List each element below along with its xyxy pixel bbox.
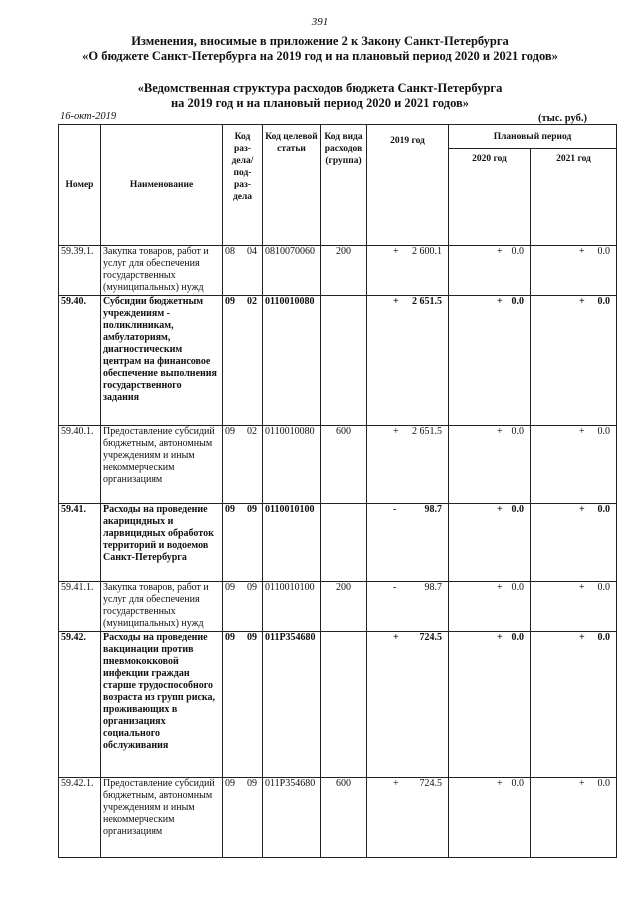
row-vid <box>321 632 367 778</box>
row-2019 <box>367 632 449 778</box>
row-2020 <box>449 632 531 778</box>
amount: 0.0 <box>597 246 610 257</box>
amount: 0.0 <box>597 778 610 789</box>
table-row <box>59 632 617 778</box>
row-razdel <box>223 426 263 504</box>
row-2020 <box>449 296 531 426</box>
document-title <box>0 34 640 64</box>
header-razdel: Код раз- дела/ под- раз- дела <box>223 125 263 246</box>
row-2019 <box>367 778 449 858</box>
row-number: 59.41. <box>59 504 101 582</box>
row-number: 59.39.1. <box>59 246 101 296</box>
sign: + <box>579 246 585 257</box>
sign: + <box>393 296 399 307</box>
amount: 2 651.5 <box>412 296 442 307</box>
row-vid: 600 <box>321 426 367 504</box>
budget-table <box>58 124 617 858</box>
sign: + <box>579 778 585 789</box>
razdel-code: 09 <box>225 504 235 515</box>
row-number: 59.42. <box>59 632 101 778</box>
row-name: Расходы на проведение акарицидных и ларвицидных обработок территорий и водоемов Санкт-Петербурга <box>101 504 223 582</box>
row-razdel <box>223 246 263 296</box>
razdel-code: 08 <box>225 246 235 257</box>
amount: 0.0 <box>511 296 524 307</box>
header-article: Код целевой статьи <box>263 125 321 246</box>
sign: - <box>393 582 397 593</box>
document-subtitle <box>0 81 640 111</box>
podrazdel-code: 04 <box>247 246 257 257</box>
header-row-1 <box>59 125 617 149</box>
row-2021 <box>531 246 617 296</box>
row-article: 011P354680 <box>263 778 321 858</box>
header-2021: 2021 год <box>531 149 617 246</box>
row-article: 0110010100 <box>263 582 321 632</box>
header-vid: Код вида расходов (группа) <box>321 125 367 246</box>
row-article: 0110010080 <box>263 426 321 504</box>
row-article: 0810070060 <box>263 246 321 296</box>
row-name: Субсидии бюджетным учреждениям - поликлиникам, амбулаториям, диагностическим центрам на финансовое обеспечение выполнения государственного задания <box>101 296 223 426</box>
row-number: 59.40. <box>59 296 101 426</box>
units-label: (тыс. руб.) <box>538 113 587 124</box>
row-2020 <box>449 246 531 296</box>
razdel-code: 09 <box>225 778 235 789</box>
row-number: 59.41.1. <box>59 582 101 632</box>
row-2021 <box>531 426 617 504</box>
row-2019 <box>367 582 449 632</box>
amount: 2 651.5 <box>412 426 442 437</box>
sign: + <box>497 426 503 437</box>
row-name: Предоставление субсидий бюджетным, автономным учреждениям и иным некоммерческим организациям <box>101 778 223 858</box>
podrazdel-code: 09 <box>247 778 257 789</box>
sign: + <box>579 426 585 437</box>
table-row <box>59 426 617 504</box>
razdel-code: 09 <box>225 632 235 643</box>
sign: + <box>579 582 585 593</box>
table-row <box>59 296 617 426</box>
document-date: 16-окт-2019 <box>60 111 117 122</box>
page-number: 391 <box>311 16 329 28</box>
amount: 0.0 <box>511 582 524 593</box>
row-name: Закупка товаров, работ и услуг для обеспечения государственных (муниципальных) нужд <box>101 246 223 296</box>
row-2021 <box>531 504 617 582</box>
sign: + <box>579 632 585 643</box>
sign: + <box>393 632 399 643</box>
header-2019: 2019 год <box>367 125 449 246</box>
sign: + <box>497 296 503 307</box>
row-vid <box>321 504 367 582</box>
row-article: 0110010080 <box>263 296 321 426</box>
amount: 2 600.1 <box>412 246 442 257</box>
sign: + <box>497 246 503 257</box>
row-vid <box>321 296 367 426</box>
row-2021 <box>531 778 617 858</box>
row-razdel <box>223 504 263 582</box>
subtitle-line-2: на 2019 год и на плановый период 2020 и 2021 годов» <box>170 96 470 110</box>
table-row <box>59 504 617 582</box>
amount: 724.5 <box>419 632 442 643</box>
amount: 0.0 <box>597 296 610 307</box>
row-vid: 200 <box>321 246 367 296</box>
table-row <box>59 582 617 632</box>
amount: 0.0 <box>597 504 610 515</box>
row-2019 <box>367 426 449 504</box>
row-razdel <box>223 296 263 426</box>
row-2021 <box>531 296 617 426</box>
subtitle-line-1: «Ведомственная структура расходов бюджета Санкт-Петербурга <box>137 81 503 95</box>
row-vid: 200 <box>321 582 367 632</box>
row-2020 <box>449 582 531 632</box>
amount: 724.5 <box>419 778 442 789</box>
row-2019 <box>367 296 449 426</box>
row-2021 <box>531 582 617 632</box>
header-2020: 2020 год <box>449 149 531 246</box>
row-2020 <box>449 504 531 582</box>
amount: 0.0 <box>511 778 524 789</box>
amount: 0.0 <box>597 582 610 593</box>
row-2019 <box>367 504 449 582</box>
podrazdel-code: 09 <box>247 504 257 515</box>
row-razdel <box>223 632 263 778</box>
sign: + <box>497 582 503 593</box>
amount: 98.7 <box>424 582 442 593</box>
header-planned-period: Плановый период <box>449 125 617 149</box>
row-article: 011P354680 <box>263 632 321 778</box>
table-row <box>59 778 617 858</box>
podrazdel-code: 09 <box>247 582 257 593</box>
row-razdel <box>223 582 263 632</box>
header-name: Наименование <box>101 125 223 246</box>
title-line-1: Изменения, вносимые в приложение 2 к Закону Санкт-Петербурга <box>131 34 509 48</box>
title-line-2: «О бюджете Санкт-Петербурга на 2019 год и на плановый период 2020 и 2021 годов» <box>82 49 558 63</box>
sign: + <box>393 426 399 437</box>
row-name: Предоставление субсидий бюджетным, автономным учреждениям и иным некоммерческим организациям <box>101 426 223 504</box>
row-name: Расходы на проведение вакцинации против пневмококковой инфекции граждан старше трудоспособного возраста из групп риска, проживающих в организациях социального обслуживания <box>101 632 223 778</box>
row-number: 59.40.1. <box>59 426 101 504</box>
podrazdel-code: 02 <box>247 296 257 307</box>
row-number: 59.42.1. <box>59 778 101 858</box>
amount: 0.0 <box>511 246 524 257</box>
sign: + <box>497 778 503 789</box>
amount: 0.0 <box>597 632 610 643</box>
row-2021 <box>531 632 617 778</box>
row-vid: 600 <box>321 778 367 858</box>
amount: 98.7 <box>424 504 442 515</box>
row-article: 0110010100 <box>263 504 321 582</box>
row-razdel <box>223 778 263 858</box>
amount: 0.0 <box>597 426 610 437</box>
podrazdel-code: 09 <box>247 632 257 643</box>
sign: + <box>579 296 585 307</box>
sign: + <box>497 504 503 515</box>
amount: 0.0 <box>511 632 524 643</box>
razdel-code: 09 <box>225 582 235 593</box>
sign: + <box>393 778 399 789</box>
row-name: Закупка товаров, работ и услуг для обеспечения государственных (муниципальных) нужд <box>101 582 223 632</box>
sign: + <box>579 504 585 515</box>
row-2019 <box>367 246 449 296</box>
amount: 0.0 <box>511 504 524 515</box>
row-2020 <box>449 426 531 504</box>
header-number: Номер <box>59 125 101 246</box>
sign: - <box>393 504 397 515</box>
razdel-code: 09 <box>225 296 235 307</box>
podrazdel-code: 02 <box>247 426 257 437</box>
amount: 0.0 <box>511 426 524 437</box>
table-row <box>59 246 617 296</box>
sign: + <box>497 632 503 643</box>
sign: + <box>393 246 399 257</box>
razdel-code: 09 <box>225 426 235 437</box>
row-2020 <box>449 778 531 858</box>
